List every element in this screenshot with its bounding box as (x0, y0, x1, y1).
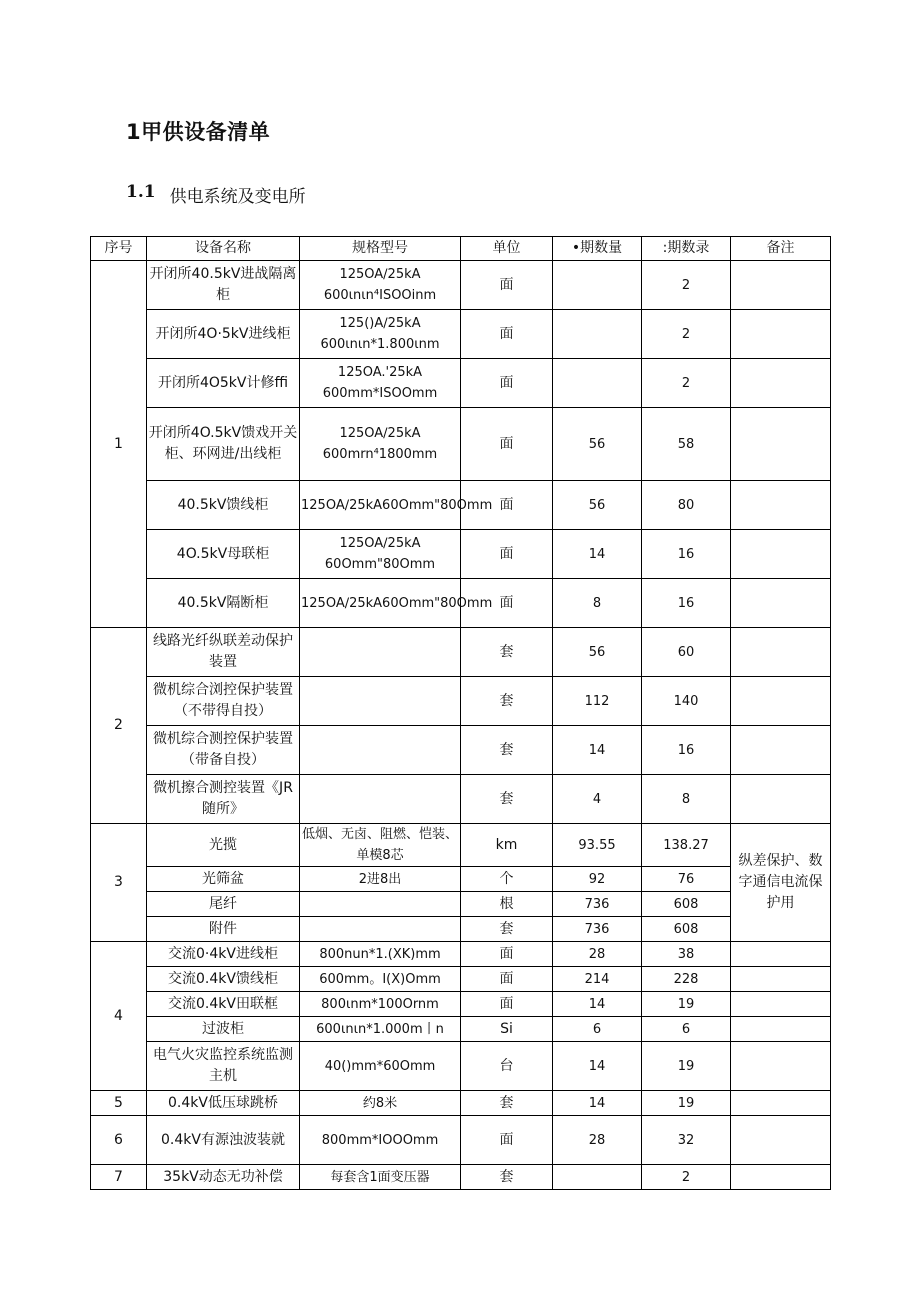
cell-unit: 面 (461, 359, 553, 408)
cell-qty-phase1: 14 (553, 726, 642, 775)
cell-unit: km (461, 824, 553, 867)
cell-spec: 600ιnιn*1.000m丨n (300, 1017, 461, 1042)
cell-name: 交流0.4kV馈线柜 (147, 967, 300, 992)
cell-qty-phase1: 14 (553, 1091, 642, 1116)
col-header-qty-phase2: :期数录 (642, 237, 731, 261)
cell-name: 开闭所4O.5kV馈戏开关柜、环网进/出线柜 (147, 408, 300, 481)
cell-qty-phase1 (553, 310, 642, 359)
cell-note (731, 1165, 831, 1190)
cell-name: 开闭所40.5kV进战隔离柜 (147, 261, 300, 310)
cell-name: 过波柜 (147, 1017, 300, 1042)
table-row (91, 310, 831, 359)
cell-no: 2 (91, 628, 147, 824)
cell-note (731, 628, 831, 677)
cell-qty-phase2: 38 (642, 942, 731, 967)
cell-unit: 套 (461, 1091, 553, 1116)
cell-note (731, 1042, 831, 1091)
table-row (91, 942, 831, 967)
cell-unit: 套 (461, 677, 553, 726)
subsection-title: 供电系统及变电所 (169, 187, 306, 207)
cell-unit: 面 (461, 579, 553, 628)
cell-note (731, 942, 831, 967)
cell-unit: 面 (461, 967, 553, 992)
cell-unit: 面 (461, 1116, 553, 1165)
table-row (91, 677, 831, 726)
cell-name: 4O.5kV母联柜 (147, 530, 300, 579)
cell-name: 微机擦合测控装置《JR随所》 (147, 775, 300, 824)
cell-note (731, 481, 831, 530)
cell-name: 微机综合浏控保护装置（不带得自投） (147, 677, 300, 726)
table-row (91, 628, 831, 677)
table-row (91, 1091, 831, 1116)
cell-unit: 面 (461, 942, 553, 967)
cell-name: 尾纤 (147, 892, 300, 917)
cell-note (731, 726, 831, 775)
cell-unit: 套 (461, 775, 553, 824)
cell-qty-phase2: 60 (642, 628, 731, 677)
cell-qty-phase1: 8 (553, 579, 642, 628)
cell-spec: 600mm。I(X)Omm (300, 967, 461, 992)
table-row (91, 892, 831, 917)
cell-unit: Si (461, 1017, 553, 1042)
cell-unit: 个 (461, 867, 553, 892)
cell-spec: 125()A∕25kA 600ιnιn*1.800ιnm (300, 310, 461, 359)
cell-note (731, 1017, 831, 1042)
table-row (91, 408, 831, 481)
cell-qty-phase2: 2 (642, 261, 731, 310)
cell-no: 5 (91, 1091, 147, 1116)
cell-name: 35kV动态无功补偿 (147, 1165, 300, 1190)
cell-qty-phase1 (553, 359, 642, 408)
cell-note (731, 359, 831, 408)
cell-spec: 125OA∕25kA 60Omm"80Omm (300, 530, 461, 579)
cell-qty-phase1: 6 (553, 1017, 642, 1042)
table-row (91, 359, 831, 408)
cell-qty-phase1: 28 (553, 942, 642, 967)
cell-qty-phase2: 19 (642, 1091, 731, 1116)
cell-qty-phase1: 736 (553, 892, 642, 917)
cell-qty-phase2: 608 (642, 917, 731, 942)
cell-spec: 800nun*1.(XK)mm (300, 942, 461, 967)
col-header-name: 设备名称 (147, 237, 300, 261)
table-row (91, 1017, 831, 1042)
cell-name: 0.4kV有源浊波装就 (147, 1116, 300, 1165)
cell-spec: 每套含1面变压器 (300, 1165, 461, 1190)
cell-spec (300, 917, 461, 942)
cell-spec: 2进8出 (300, 867, 461, 892)
cell-spec: 800mm*IOOOmm (300, 1116, 461, 1165)
cell-qty-phase1: 14 (553, 992, 642, 1017)
cell-qty-phase1: 56 (553, 481, 642, 530)
cell-name: 线路光纤纵联差动保护装置 (147, 628, 300, 677)
col-header-no: 序号 (91, 237, 147, 261)
cell-unit: 套 (461, 628, 553, 677)
cell-spec: 125OA.'25kA 600mm*ISOOmm (300, 359, 461, 408)
cell-unit: 面 (461, 408, 553, 481)
cell-spec: 800ιnm*100Ornm (300, 992, 461, 1017)
table-row (91, 775, 831, 824)
cell-qty-phase1: 112 (553, 677, 642, 726)
cell-note (731, 677, 831, 726)
cell-name: 光筛盆 (147, 867, 300, 892)
cell-qty-phase2: 16 (642, 579, 731, 628)
cell-qty-phase1: 4 (553, 775, 642, 824)
cell-name: 电气火灾监控系统监测主机 (147, 1042, 300, 1091)
cell-qty-phase1: 214 (553, 967, 642, 992)
cell-qty-phase1: 93.55 (553, 824, 642, 867)
cell-qty-phase2: 16 (642, 530, 731, 579)
table-row (91, 261, 831, 310)
cell-qty-phase1 (553, 261, 642, 310)
cell-qty-phase2: 138.27 (642, 824, 731, 867)
equipment-table (90, 236, 831, 1190)
cell-qty-phase2: 16 (642, 726, 731, 775)
cell-name: 微机综合测控保护装置（带备自投） (147, 726, 300, 775)
col-header-qty-phase1: •期数量 (553, 237, 642, 261)
cell-qty-phase2: 19 (642, 1042, 731, 1091)
table-row (91, 1165, 831, 1190)
table-row (91, 867, 831, 892)
cell-qty-phase2: 608 (642, 892, 731, 917)
cell-qty-phase1 (553, 1165, 642, 1190)
cell-name: 开闭所4O·5kV进线柜 (147, 310, 300, 359)
cell-qty-phase2: 8 (642, 775, 731, 824)
cell-name: 交流0.4kV田联框 (147, 992, 300, 1017)
cell-note (731, 967, 831, 992)
cell-spec: 125OA∕25kA 600ιnιn⁴ISOOinm (300, 261, 461, 310)
cell-note (731, 408, 831, 481)
table-row (91, 992, 831, 1017)
cell-unit: 套 (461, 917, 553, 942)
subsection-number: 1.1 (126, 182, 156, 202)
col-header-note: 备注 (731, 237, 831, 261)
cell-qty-phase2: 228 (642, 967, 731, 992)
section-heading: 1甲供设备清单 (126, 120, 271, 144)
cell-name: 附件 (147, 917, 300, 942)
cell-spec (300, 677, 461, 726)
cell-unit: 台 (461, 1042, 553, 1091)
cell-qty-phase1: 14 (553, 530, 642, 579)
cell-spec (300, 775, 461, 824)
cell-qty-phase1: 92 (553, 867, 642, 892)
cell-qty-phase2: 32 (642, 1116, 731, 1165)
col-header-unit: 单位 (461, 237, 553, 261)
table-row (91, 917, 831, 942)
cell-no: 1 (91, 261, 147, 628)
cell-unit: 面 (461, 310, 553, 359)
cell-note (731, 579, 831, 628)
table-row (91, 726, 831, 775)
table-row (91, 530, 831, 579)
cell-name: 交流0·4kV进线柜 (147, 942, 300, 967)
cell-note (731, 530, 831, 579)
cell-name: 光揽 (147, 824, 300, 867)
col-header-spec: 规格型号 (300, 237, 461, 261)
cell-qty-phase2: 2 (642, 310, 731, 359)
cell-no: 7 (91, 1165, 147, 1190)
table-row (91, 481, 831, 530)
cell-note (731, 310, 831, 359)
table-row (91, 1042, 831, 1091)
cell-qty-phase2: 6 (642, 1017, 731, 1042)
cell-unit: 套 (461, 726, 553, 775)
cell-qty-phase2: 2 (642, 1165, 731, 1190)
cell-spec (300, 892, 461, 917)
table-row (91, 824, 831, 867)
cell-qty-phase2: 140 (642, 677, 731, 726)
cell-unit: 套 (461, 1165, 553, 1190)
table-header-row (91, 237, 831, 261)
table-row (91, 1116, 831, 1165)
table-row (91, 967, 831, 992)
subsection-heading (126, 182, 306, 207)
cell-spec: 40()mm*60Omm (300, 1042, 461, 1091)
cell-spec: 低烟、无卤、阻燃、恺装、单模8芯 (300, 824, 461, 867)
cell-qty-phase1: 14 (553, 1042, 642, 1091)
cell-note (731, 992, 831, 1017)
cell-unit: 面 (461, 530, 553, 579)
cell-no: 4 (91, 942, 147, 1091)
cell-spec: 约8米 (300, 1091, 461, 1116)
cell-qty-phase2: 2 (642, 359, 731, 408)
cell-name: 40.5kV馈线柜 (147, 481, 300, 530)
cell-name: 开闭所4O5kV计修ffi (147, 359, 300, 408)
cell-spec (300, 628, 461, 677)
cell-name: 0.4kV低压球跳桥 (147, 1091, 300, 1116)
cell-unit: 面 (461, 261, 553, 310)
cell-spec (300, 726, 461, 775)
cell-note: 纵差保护、数字通信电流保护用 (731, 824, 831, 942)
cell-note (731, 1091, 831, 1116)
cell-qty-phase1: 56 (553, 408, 642, 481)
cell-qty-phase1: 56 (553, 628, 642, 677)
cell-qty-phase1: 736 (553, 917, 642, 942)
cell-spec: 125OA∕25kA 600mrn⁴1800mm (300, 408, 461, 481)
cell-qty-phase1: 28 (553, 1116, 642, 1165)
cell-no: 6 (91, 1116, 147, 1165)
cell-note (731, 261, 831, 310)
cell-unit: 根 (461, 892, 553, 917)
table-row (91, 579, 831, 628)
cell-spec: 125OA∕25kA60Omm"80Omm (300, 481, 461, 530)
cell-qty-phase2: 19 (642, 992, 731, 1017)
cell-qty-phase2: 80 (642, 481, 731, 530)
cell-unit: 面 (461, 992, 553, 1017)
cell-note (731, 775, 831, 824)
cell-name: 40.5kV隔断柜 (147, 579, 300, 628)
cell-unit: 面 (461, 481, 553, 530)
cell-qty-phase2: 76 (642, 867, 731, 892)
cell-spec: 125OA∕25kA60Omm"80Omm (300, 579, 461, 628)
cell-no: 3 (91, 824, 147, 942)
cell-qty-phase2: 58 (642, 408, 731, 481)
cell-note (731, 1116, 831, 1165)
